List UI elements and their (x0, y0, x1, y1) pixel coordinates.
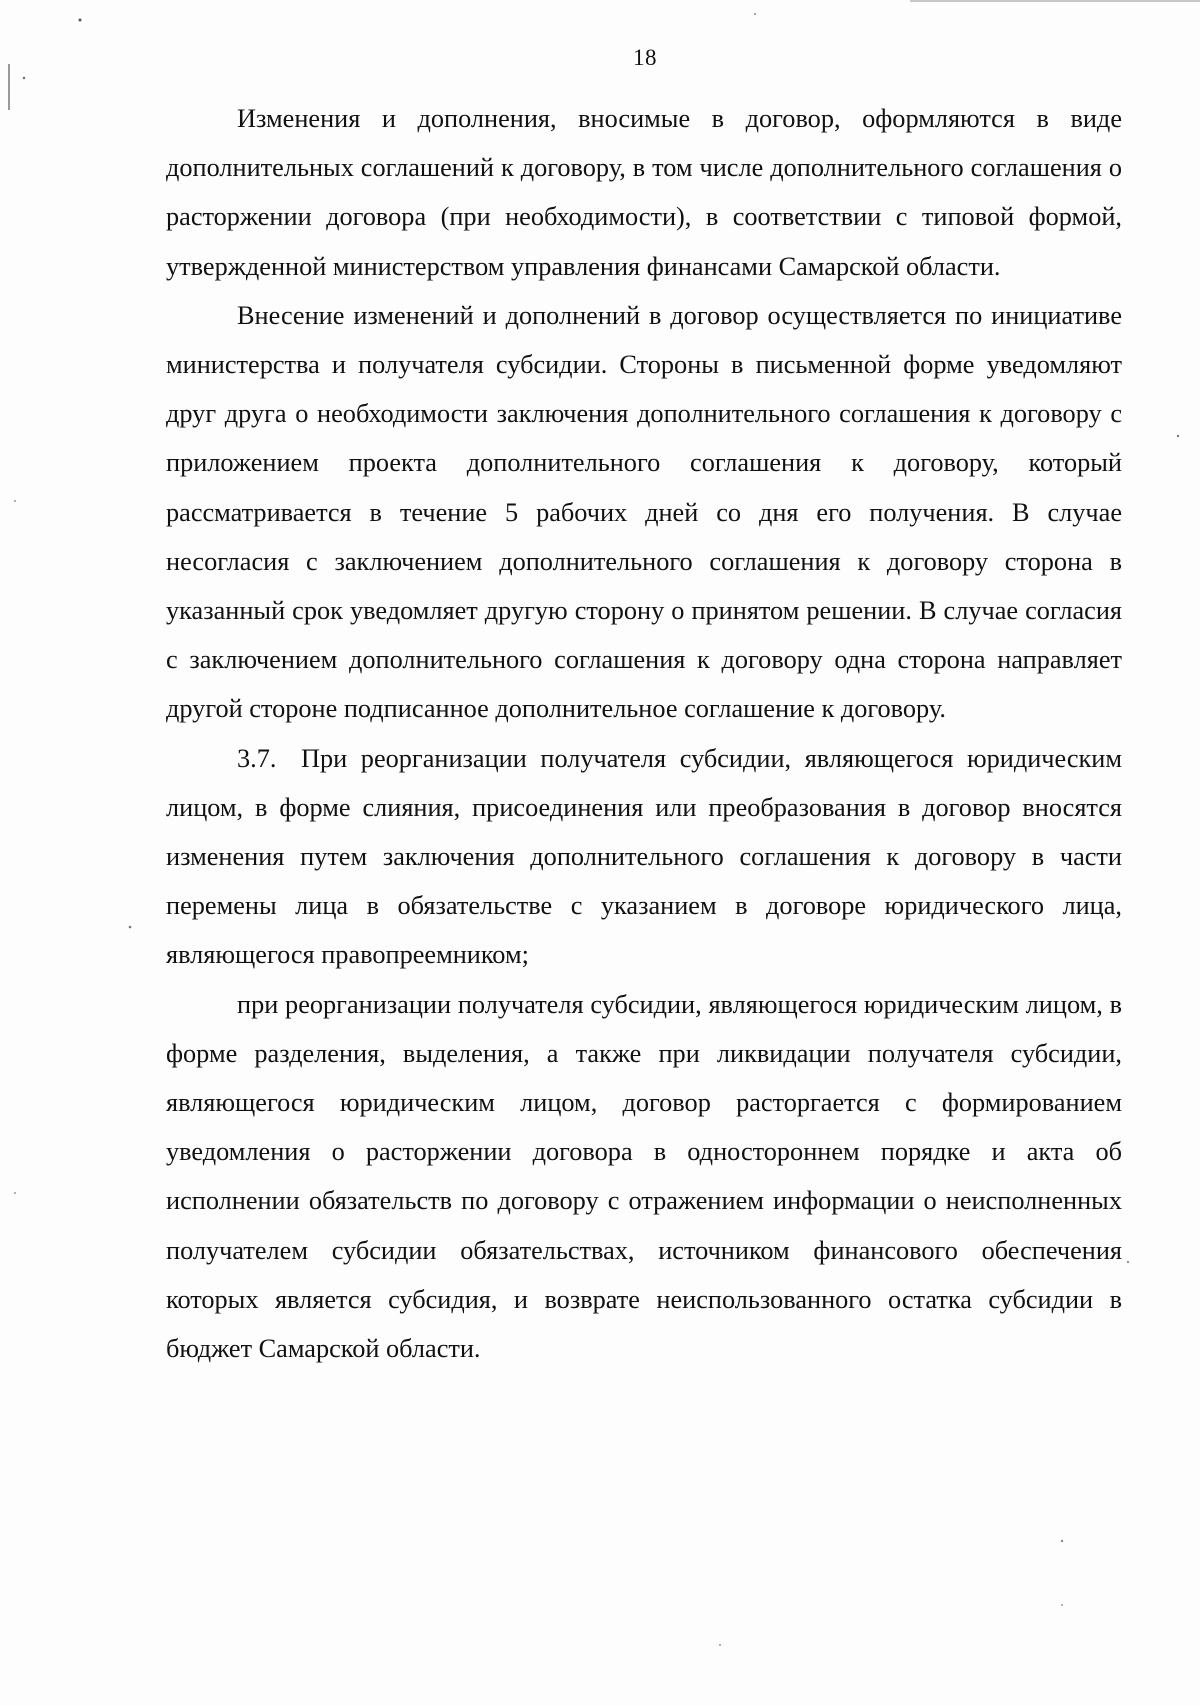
clause-text: При реорганизации получателя субсидии, являющегося юридическим лицом, в форме слияния, присоединения или преобразования в договор вносятся изменения путем заключения дополнительного соглашения к договору в части перемены лица в обязательстве с указанием в договоре юридического лица, являющегося правопреемником; (166, 743, 1122, 970)
paragraph-reorganization-merger (166, 734, 1122, 980)
speck (14, 500, 16, 502)
paragraph-reorganization-division: при реорганизации получателя субсидии, являющегося юридическим лицом, в форме разделения, выделения, а также при ликвидации получателя субсидии, являющегося юридическим лицом, договор расторгается с формированием уведомления о расторжении договора в одностороннем порядке и акта об исполнении обязательств по договору с отражением информации о неисполненных получателем субсидии обязательствах, источником финансового обеспечения которых является субсидия, и возврате неиспользованного остатка субсидии в бюджет Самарской области. (166, 989, 1122, 1364)
scan-edge-line (910, 0, 1200, 2)
speck (719, 1644, 721, 1646)
page-number: 18 (633, 45, 657, 70)
speck (1061, 1540, 1063, 1542)
speck (23, 77, 25, 79)
speck (1127, 1261, 1129, 1263)
paragraph-amendments-procedure: Внесение изменений и дополнений в договор осуществляется по инициативе министерства и получателя субсидии. Стороны в письменной форме уведомляют друг друга о необходимости заключения дополнительного соглашения к договору с приложением проекта дополнительного соглашения к договору, который рассматривается в течение 5 рабочих дней со дня его получения. В случае несогласия с заключением дополнительного соглашения к договору сторона в указанный срок уведомляет другую сторону о принятом решении. В случае согласия с заключением дополнительного соглашения к договору одна сторона направляет другой стороне подписанное дополнительное соглашение к договору. (166, 300, 1122, 724)
document-body (166, 94, 1122, 1373)
speck (79, 19, 82, 22)
speck (1061, 1604, 1063, 1606)
speck (754, 13, 756, 15)
speck (14, 1192, 16, 1194)
speck (129, 926, 132, 929)
paragraph-amendments-format: Изменения и дополнения, вносимые в договор, оформляются в виде дополнительных соглашений к договору, в том числе дополнительного соглашения о расторжении договора (при необходимости), в соответствии с типовой формой, утвержденной министерством управления финансами Самарской области. (166, 104, 1122, 281)
clause-number: 3.7. (237, 743, 277, 773)
speck (1177, 435, 1179, 437)
